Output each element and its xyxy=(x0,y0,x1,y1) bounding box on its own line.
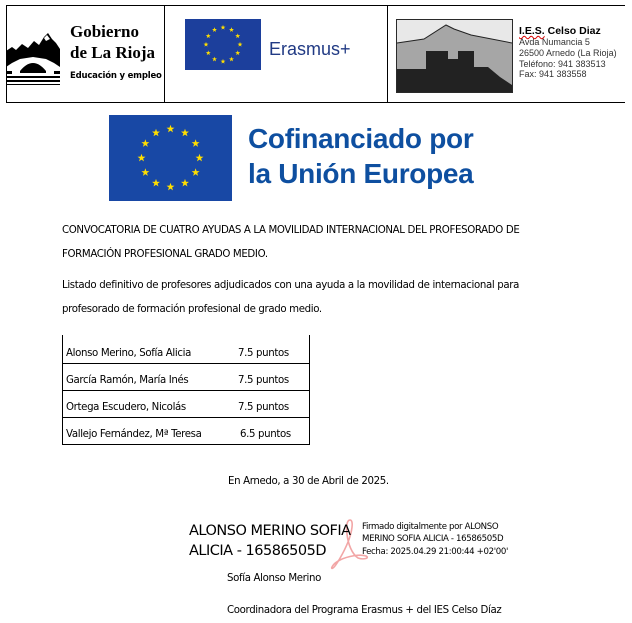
teacher-score: 7.5 puntos xyxy=(238,402,289,413)
intro-paragraph xyxy=(62,274,562,322)
letterhead-table xyxy=(6,5,625,103)
teacher-score: 7.5 puntos xyxy=(238,348,289,359)
school-address-block xyxy=(519,25,617,80)
signer-name: Sofía Alonso Merino xyxy=(227,573,321,584)
school-address: Avda Numancia 5 xyxy=(519,37,590,47)
ies-celso-diaz-logo-icon xyxy=(396,19,513,93)
signature-detail-line2: MERINO SOFIA ALICIA - 16586505D xyxy=(362,534,504,545)
awarded-teachers-table xyxy=(62,335,310,445)
school-fax: Fax: 941 383558 xyxy=(519,69,587,80)
signature-detail-line1: Firmado digitalmente por ALONSO xyxy=(362,522,499,532)
eu-flag-icon xyxy=(109,115,232,201)
table-row xyxy=(63,335,309,363)
table-row xyxy=(63,417,309,444)
call-title-line1: CONVOCATORIA DE CUATRO AYUDAS A LA MOVILIDAD INTERNACIONAL DEL PROFESORADO DE xyxy=(62,225,520,236)
digital-signature-details xyxy=(362,521,508,558)
signature-date: Fecha: 2025.04.29 21:00:44 +02'00' xyxy=(362,546,508,557)
school-city: 26500 Arnedo (La Rioja) xyxy=(519,47,617,58)
call-title xyxy=(62,219,562,267)
digital-signature-name xyxy=(189,521,351,561)
teacher-name: Alonso Merino, Sofía Alicia xyxy=(66,348,191,359)
cofinanced-line2: la Unión Europea xyxy=(248,158,474,189)
table-border xyxy=(164,6,165,102)
school-phone: Teléfono: 941 383513 xyxy=(519,58,606,69)
intro-line1: Listado definitivo de profesores adjudicados con una ayuda a la movilidad de internacional para xyxy=(62,280,519,291)
signer-role: Coordinadora del Programa Erasmus + del IES Celso Díaz xyxy=(227,605,502,616)
call-title-line2: FORMACIÓN PROFESIONAL GRADO MEDIO. xyxy=(62,249,268,260)
school-name xyxy=(519,25,617,37)
government-name xyxy=(70,21,155,63)
eu-flag-icon xyxy=(185,19,261,70)
signature-name-line1: ALONSO MERINO SOFIA xyxy=(189,523,351,539)
erasmus-plus-label: Erasmus+ xyxy=(269,39,351,59)
table-row xyxy=(63,363,309,390)
table-border xyxy=(387,6,388,102)
intro-line2: profesorado de formación profesional de grado medio. xyxy=(62,304,322,315)
signature-name-line2: ALICIA - 16586505D xyxy=(189,543,327,559)
school-name-rest: Celso Diaz xyxy=(544,25,601,37)
table-row xyxy=(63,390,309,417)
cofinanced-line1: Cofinanciado por xyxy=(248,123,474,154)
teacher-score: 6.5 puntos xyxy=(240,429,291,440)
cofinanced-by-eu-text xyxy=(248,121,473,191)
government-name-line1: Gobierno xyxy=(70,22,139,41)
school-name-prefix: I.E.S. xyxy=(519,25,545,37)
la-rioja-bridge-logo-icon xyxy=(6,33,60,85)
teacher-name: Ortega Escudero, Nicolás xyxy=(66,402,186,413)
teacher-name: García Ramón, María Inés xyxy=(66,375,189,386)
teacher-name: Vallejo Fernández, Mª Teresa xyxy=(66,429,202,440)
government-department: Educación y empleo xyxy=(70,71,162,81)
place-and-date: En Arnedo, a 30 de Abril de 2025. xyxy=(228,476,389,487)
teacher-score: 7.5 puntos xyxy=(238,375,289,386)
government-name-line2: de La Rioja xyxy=(70,43,155,62)
